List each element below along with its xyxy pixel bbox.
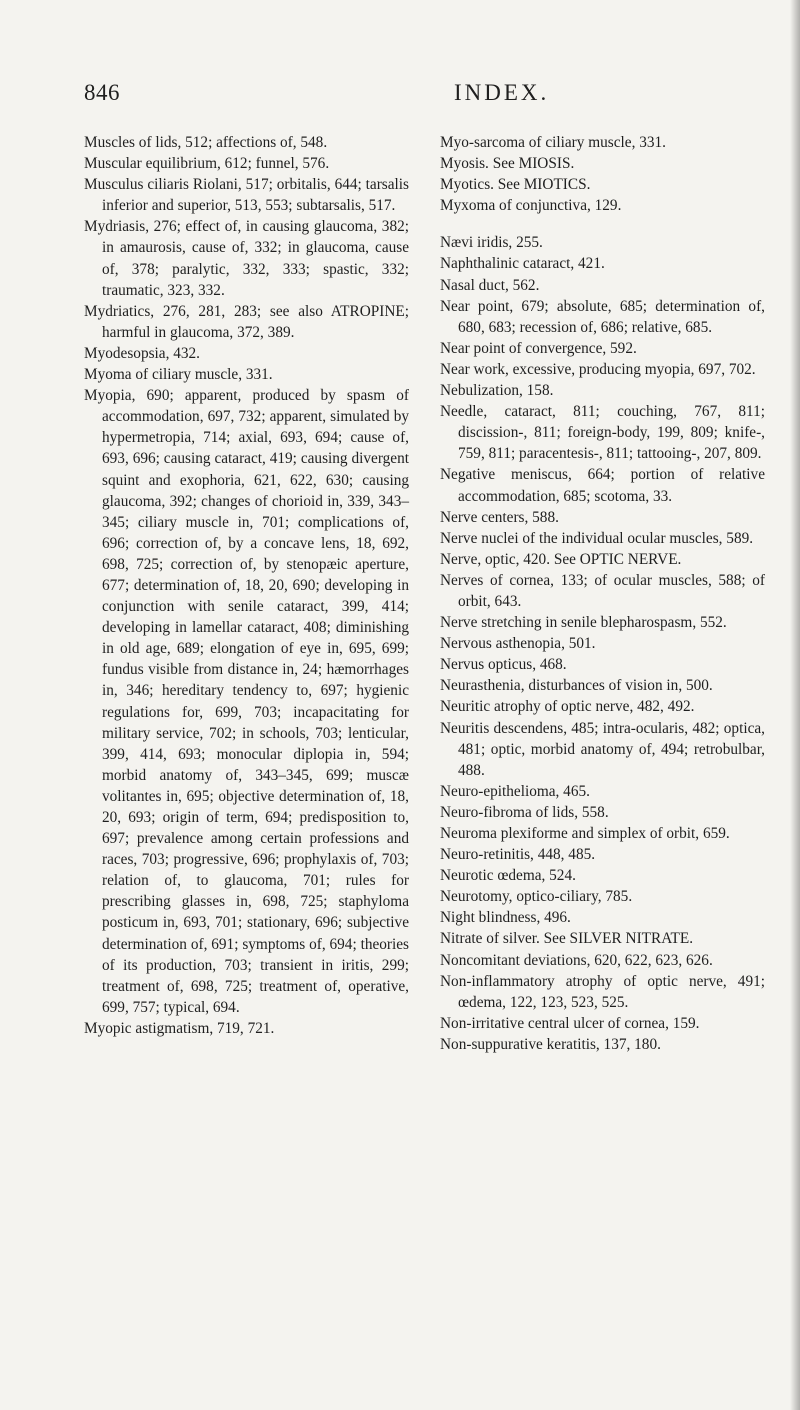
- right-column-n-entries: [440, 232, 765, 1055]
- index-entry: Myotics. See MIOTICS.: [440, 176, 591, 194]
- index-entry: Non-irritative central ulcer of cornea, 159.: [440, 1014, 700, 1032]
- index-entry: Non-suppurative keratitis, 137, 180.: [440, 1035, 661, 1053]
- index-entry: Neurasthenia, disturbances of vision in, 500.: [440, 677, 713, 695]
- index-entry: Neuro-epithelioma, 465.: [440, 782, 590, 800]
- index-entry: Myosis. See MIOSIS.: [440, 155, 575, 173]
- index-entry: Nævi iridis, 255.: [440, 234, 543, 252]
- left-column: [84, 132, 409, 1039]
- index-entry: Myo-sarcoma of ciliary muscle, 331.: [440, 134, 666, 151]
- index-entry: Mydriatics, 276, 281, 283; see also ATROPINE; harmful in glaucoma, 372, 389.: [84, 302, 409, 341]
- index-entry: Nerve stretching in senile blepharospasm, 552.: [440, 614, 727, 632]
- index-entry: Neuroma plexiforme and simplex of orbit, 659.: [440, 825, 730, 842]
- index-entry: Nasal duct, 562.: [440, 276, 540, 294]
- index-entry: Mydriasis, 276; effect of, in causing glaucoma, 382; in amaurosis, cause of, 332; in glaucoma, cause of, 378; paralytic, 332, 333; spastic, 332; traumatic, 323, 332.: [84, 218, 409, 299]
- index-entry: Nervus opticus, 468.: [440, 656, 567, 674]
- right-column-m-entries: [440, 132, 765, 216]
- index-entry: Neuritis descendens, 485; intra-ocularis, 482; optica, 481; optic, morbid anatomy of, 494; retrobulbar, 488.: [440, 719, 765, 779]
- index-entry: Myopic astigmatism, 719, 721.: [84, 1019, 275, 1037]
- index-entry: Myopia, 690; apparent, produced by spasm of accommodation, 697, 732; apparent, simulated by hypermetropia, 714; axial, 693, 694; cause of, 693, 696; causing cataract, 419; causing divergent squint and exophoria, 621, 622, 630; causing glaucoma, 392; changes of chorioid in, 339, 343–345; ciliary muscle in, 701; complications of, 696; correction of, by a concave lens, 18, 692, 698, 725; correction of, by stenopæic aperture, 677; determination of, 18, 20, 690; developing in conjunction with senile cataract, 399, 414; developing in lamellar cataract, 408; diminishing in old age, 689; elongation of eye in, 695, 699; fundus visible from distance in, 24; hæmorrhages in, 346; hereditary tendency to, 697; hygienic regulations for, 699, 703; incapacitating for military service, 702; in schools, 703; lenticular, 399, 414, 693; monocular diplopia in, 594; morbid anatomy of, 343–345, 699; muscæ volitantes in, 695; objective determination of, 18, 20, 693; origin of term, 694; predisposition to, 697; prevalence among certain professions and races, 703; progressive, 696; prophylaxis of, 703; relation of, to glaucoma, 701; rules for prescribing glasses in, 698, 725; staphyloma posticum in, 693, 701; stationary, 696; subjective determination of, 691; symptoms of, 694; theories of its production, 703; transient in iritis, 299; treatment of, 698, 725; treatment of, operative, 699, 757; typical, 694.: [84, 387, 409, 1016]
- index-entry: Noncomitant deviations, 620, 622, 623, 626.: [440, 951, 713, 969]
- index-entry: Neuro-retinitis, 448, 485.: [440, 846, 596, 864]
- index-entry: Muscular equilibrium, 612; funnel, 576.: [84, 155, 330, 173]
- index-entry: Myoma of ciliary muscle, 331.: [84, 366, 273, 384]
- right-column: [440, 132, 765, 1055]
- section-gap: [440, 216, 765, 232]
- index-entry: Nerves of cornea, 133; of ocular muscles, 588; of orbit, 643.: [440, 571, 765, 610]
- page-header: [84, 80, 774, 114]
- index-entry: Neurotomy, optico-ciliary, 785.: [440, 888, 633, 906]
- index-entry: Naphthalinic cataract, 421.: [440, 255, 605, 273]
- index-entry: Nitrate of silver. See SILVER NITRATE.: [440, 930, 694, 948]
- index-entry: Near point, 679; absolute, 685; determination of, 680, 683; recession of, 686; relative, 685.: [440, 297, 765, 336]
- index-entry: Nervous asthenopia, 501.: [440, 635, 596, 653]
- index-entry: Near work, excessive, producing myopia, 697, 702.: [440, 360, 756, 378]
- index-entry: Neurotic œdema, 524.: [440, 867, 576, 885]
- index-entry: Needle, cataract, 811; couching, 767, 811; discission-, 811; foreign-body, 199, 809; knife-, 759, 811; paracentesis-, 811; tattooing-, 207, 809.: [440, 403, 765, 463]
- page-number: 846: [84, 80, 120, 105]
- index-entry: Nebulization, 158.: [440, 382, 554, 400]
- index-entry: Neuritic atrophy of optic nerve, 482, 492.: [440, 698, 695, 716]
- index-entry: Myxoma of conjunctiva, 129.: [440, 197, 622, 215]
- index-entry: Muscles of lids, 512; affections of, 548.: [84, 134, 328, 151]
- index-entry: Nerve centers, 588.: [440, 508, 559, 526]
- index-entry: Negative meniscus, 664; portion of relative accommodation, 685; scotoma, 33.: [440, 466, 765, 505]
- index-entry: Musculus ciliaris Riolani, 517; orbitalis, 644; tarsalis inferior and superior, 513, 553; subtarsalis, 517.: [84, 176, 409, 215]
- index-entry: Night blindness, 496.: [440, 909, 571, 927]
- index-entry: Near point of convergence, 592.: [440, 339, 637, 357]
- index-entry: Non-inflammatory atrophy of optic nerve, 491; œdema, 122, 123, 523, 525.: [440, 972, 765, 1011]
- index-entry: Nerve nuclei of the individual ocular muscles, 589.: [440, 529, 754, 547]
- index-entry: Myodesopsia, 432.: [84, 344, 200, 362]
- index-entry: Neuro-fibroma of lids, 558.: [440, 803, 609, 821]
- page-title: INDEX.: [454, 80, 550, 105]
- index-entry: Nerve, optic, 420. See OPTIC NERVE.: [440, 550, 682, 568]
- page-edge-shadow: [790, 0, 800, 1410]
